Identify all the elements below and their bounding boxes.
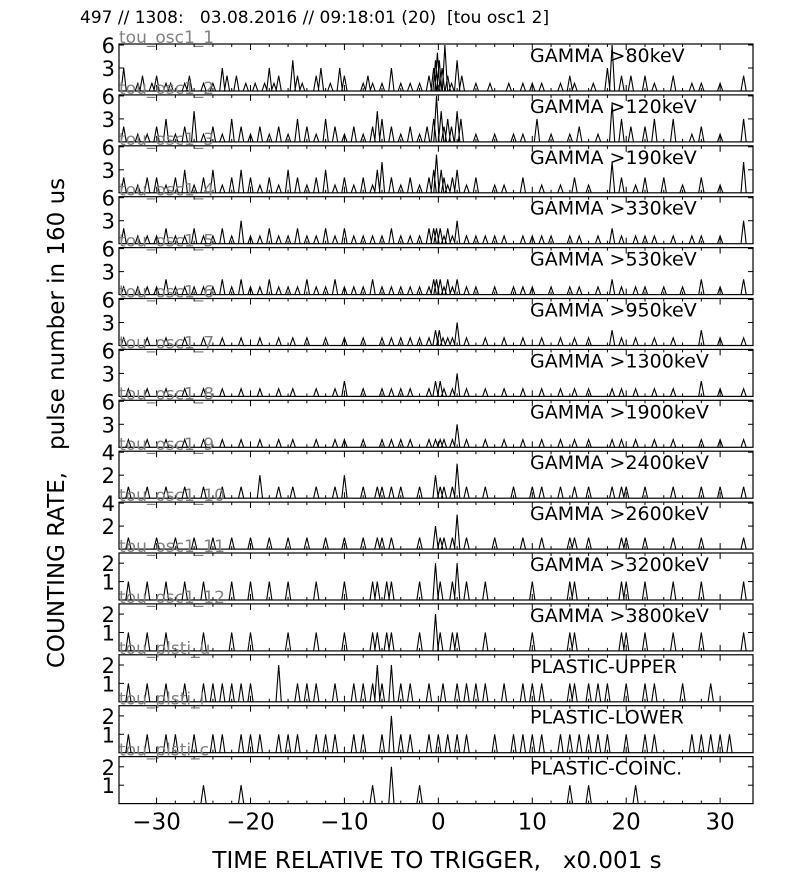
y-tick-label: 4 [101,441,115,466]
plot-header: 497 // 1308: 03.08.2016 // 09:18:01 (20) [tou osc1 2] [80,8,550,28]
channel-label: tou_osc1_4 [119,180,215,201]
panel-title: GAMMA >950keV [530,299,697,322]
y-tick-label: 4 [101,492,115,517]
panel-title: PLASTIC-LOWER [530,706,684,729]
panel-title: GAMMA >330keV [530,197,697,220]
panel-title: GAMMA >120keV [530,95,697,118]
y-tick-label: 2 [101,654,115,678]
y-tick-label: 3 [101,158,115,183]
channel-label: tou_osc1_11 [119,537,225,557]
count-series-line [121,323,746,346]
y-tick-label: 6 [101,237,115,262]
y-tick-label: 2 [101,603,115,628]
count-series-line [126,424,746,447]
y-tick-label: 3 [101,260,115,285]
channel-label: tou_osc1_10 [119,486,225,507]
channel-label: tou_osc1_7 [119,333,215,354]
panel-title: GAMMA >3200keV [530,554,709,576]
x-tick-label: 0 [431,809,446,836]
panel-title: GAMMA >2400keV [530,452,709,475]
y-axis-label: COUNTING RATE, pulse number in 160 us [44,177,70,669]
x-tick-label: −30 [132,809,181,836]
count-series-line [126,373,746,396]
y-tick-label: 6 [101,186,115,211]
panel-title: GAMMA >530keV [530,248,697,271]
y-tick-label: 6 [101,390,115,415]
channel-label: tou_osc1_2 [119,78,215,99]
y-tick-label: 6 [101,135,115,160]
channel-label: tou_osc1_6 [119,282,215,303]
y-tick-label: 3 [101,107,115,132]
count-series-line [121,221,746,244]
x-tick-label: 20 [611,809,641,836]
channel-label: tou_osc1_3 [119,129,215,150]
y-tick-label: 1 [101,570,115,595]
x-tick-label: 10 [517,809,547,836]
y-tick-label: 2 [101,464,115,489]
panel-title: GAMMA >80keV [530,45,685,67]
y-tick-label: 6 [101,34,115,58]
panel-title: GAMMA >190keV [530,146,697,169]
panel-title: GAMMA >1900keV [530,401,709,424]
panel-title: GAMMA >1300keV [530,350,709,373]
count-series-line [121,279,746,294]
panel-title: PLASTIC-COINC. [530,757,683,780]
x-tick-label: −10 [320,809,369,836]
y-tick-label: 3 [101,413,115,438]
y-tick-label: 3 [101,57,115,81]
channel-label: tou_osc1_8 [119,384,215,405]
y-tick-label: 2 [101,552,115,577]
y-tick-label: 1 [101,672,115,697]
y-tick-label: 3 [101,209,115,234]
channel-label: tou_plsti_u [119,638,211,659]
y-tick-label: 1 [101,621,115,646]
y-tick-label: 1 [101,774,115,799]
panel-title: GAMMA >3800keV [530,604,709,627]
channel-label: tou_osc1_1 [119,28,215,48]
x-axis-label: TIME RELATIVE TO TRIGGER, x0.001 s [212,848,662,874]
panel-title: PLASTIC-UPPER [530,655,677,678]
x-tick-label: −20 [226,809,275,836]
y-tick-label: 6 [101,288,115,313]
y-tick-label: 2 [101,515,115,540]
y-tick-label: 1 [101,723,115,748]
x-tick-label: 30 [705,809,735,836]
y-tick-label: 2 [101,704,115,729]
channel-label: tou_osc1_5 [119,231,215,252]
channel-label: tou_osc1_9 [119,435,215,456]
y-tick-label: 3 [101,311,115,336]
channel-label: tou_osc1_12 [119,587,225,608]
channel-label: tou_plsti_l [119,689,205,710]
panel-title: GAMMA >2600keV [530,503,709,526]
y-tick-label: 3 [101,362,115,387]
y-tick-label: 2 [101,755,115,780]
y-tick-label: 6 [101,84,115,109]
y-tick-label: 6 [101,339,115,364]
channel-label: tou_plsti_c [119,740,209,761]
